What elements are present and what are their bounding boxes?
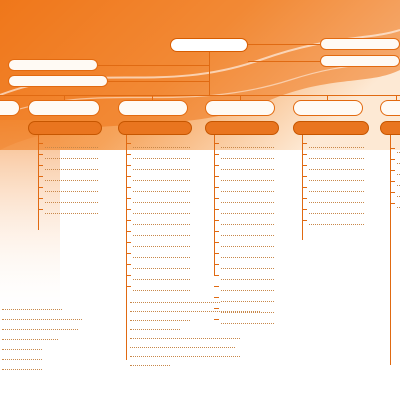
- list-item: [214, 162, 274, 168]
- list-item: [38, 151, 98, 157]
- connector-line: [209, 52, 210, 95]
- list-item: [214, 217, 274, 223]
- list-item: [214, 283, 274, 289]
- list-item: [126, 195, 190, 201]
- division-items: [214, 140, 274, 327]
- division-node: [293, 100, 363, 116]
- page-title: [0, 16, 400, 24]
- division-sub-node: [28, 121, 102, 135]
- connector-line: [248, 61, 320, 62]
- division-items: [302, 140, 364, 228]
- division-sub-label: [119, 122, 191, 124]
- list-item: [302, 195, 364, 201]
- division-label: [119, 101, 187, 103]
- division-node: [0, 100, 20, 116]
- list-item: [38, 173, 98, 179]
- division-sub-node: [118, 121, 192, 135]
- connector-line: [108, 81, 209, 82]
- left-unit-node: [8, 75, 108, 87]
- list-item: [302, 206, 364, 212]
- list-item: [214, 140, 274, 146]
- list-item: [126, 272, 190, 278]
- bottom-center-line: [130, 359, 170, 366]
- bottom-center-line: [130, 341, 235, 348]
- list-item: [214, 195, 274, 201]
- division-label: [29, 101, 99, 103]
- bottom-left-line: [2, 363, 42, 370]
- division-sub-node: [293, 121, 369, 135]
- list-item: [390, 200, 400, 206]
- list-item: [38, 195, 98, 201]
- list-item: [214, 316, 274, 322]
- division-label: [206, 101, 274, 103]
- list-item: [38, 206, 98, 212]
- list-item: [126, 184, 190, 190]
- list-item: [390, 167, 400, 173]
- list-item: [390, 189, 400, 195]
- bottom-center-line: [130, 323, 180, 330]
- list-item: [38, 184, 98, 190]
- top-node: [170, 38, 248, 52]
- list-item: [214, 294, 274, 300]
- bottom-left-line: [2, 343, 42, 350]
- list-item: [126, 217, 190, 223]
- left-unit-label: [9, 60, 97, 62]
- list-item: [38, 140, 98, 146]
- list-item: [302, 217, 364, 223]
- list-item: [214, 173, 274, 179]
- division-node: [380, 100, 400, 116]
- list-item: [214, 272, 274, 278]
- left-unit-node: [8, 59, 98, 71]
- list-item: [126, 228, 190, 234]
- list-item: [390, 156, 400, 162]
- list-item: [214, 228, 274, 234]
- division-label: [0, 101, 19, 103]
- list-item: [126, 206, 190, 212]
- bottom-left-line: [2, 353, 42, 360]
- bottom-center-line: [130, 296, 220, 303]
- list-item: [302, 140, 364, 146]
- bottom-left-line: [2, 303, 62, 310]
- list-item: [214, 206, 274, 212]
- bottom-left-line: [2, 323, 78, 330]
- list-item: [126, 151, 190, 157]
- division-sub-label: [381, 122, 400, 124]
- connector-line: [0, 95, 400, 96]
- list-item: [126, 239, 190, 245]
- list-item: [302, 173, 364, 179]
- connector-line: [248, 44, 320, 45]
- list-item: [302, 184, 364, 190]
- list-item: [126, 173, 190, 179]
- division-items: [38, 140, 98, 217]
- list-item: [214, 184, 274, 190]
- list-item: [302, 151, 364, 157]
- list-item: [126, 283, 190, 289]
- left-unit-label: [9, 76, 107, 78]
- top-node-label: [171, 39, 247, 41]
- list-item: [390, 178, 400, 184]
- division-sub-label: [206, 122, 278, 124]
- list-item: [214, 239, 274, 245]
- division-sub-label: [294, 122, 368, 124]
- division-sub-node: [380, 121, 400, 135]
- list-item: [126, 261, 190, 267]
- advisor-node: [320, 55, 400, 67]
- division-node: [28, 100, 100, 116]
- bottom-center-line: [130, 305, 260, 312]
- advisor-node: [320, 38, 400, 50]
- list-item: [214, 261, 274, 267]
- list-item: [126, 250, 190, 256]
- division-sub-node: [205, 121, 279, 135]
- list-item: [126, 140, 190, 146]
- division-items: [126, 140, 190, 294]
- advisor-node-label: [321, 56, 399, 58]
- bottom-left-line: [2, 333, 58, 340]
- list-item: [390, 145, 400, 151]
- division-node: [118, 100, 188, 116]
- list-item: [38, 162, 98, 168]
- bottom-left-line: [2, 313, 82, 320]
- bottom-center-line: [130, 314, 190, 321]
- advisor-node-label: [321, 39, 399, 41]
- list-item: [302, 162, 364, 168]
- list-item: [214, 250, 274, 256]
- list-item: [126, 162, 190, 168]
- division-label: [294, 101, 362, 103]
- division-items: [390, 145, 400, 211]
- bottom-center-line: [130, 332, 240, 339]
- list-item: [214, 151, 274, 157]
- connector-line: [98, 65, 209, 66]
- division-node: [205, 100, 275, 116]
- division-label: [381, 101, 400, 103]
- division-sub-label: [29, 122, 101, 124]
- bottom-center-line: [130, 350, 240, 357]
